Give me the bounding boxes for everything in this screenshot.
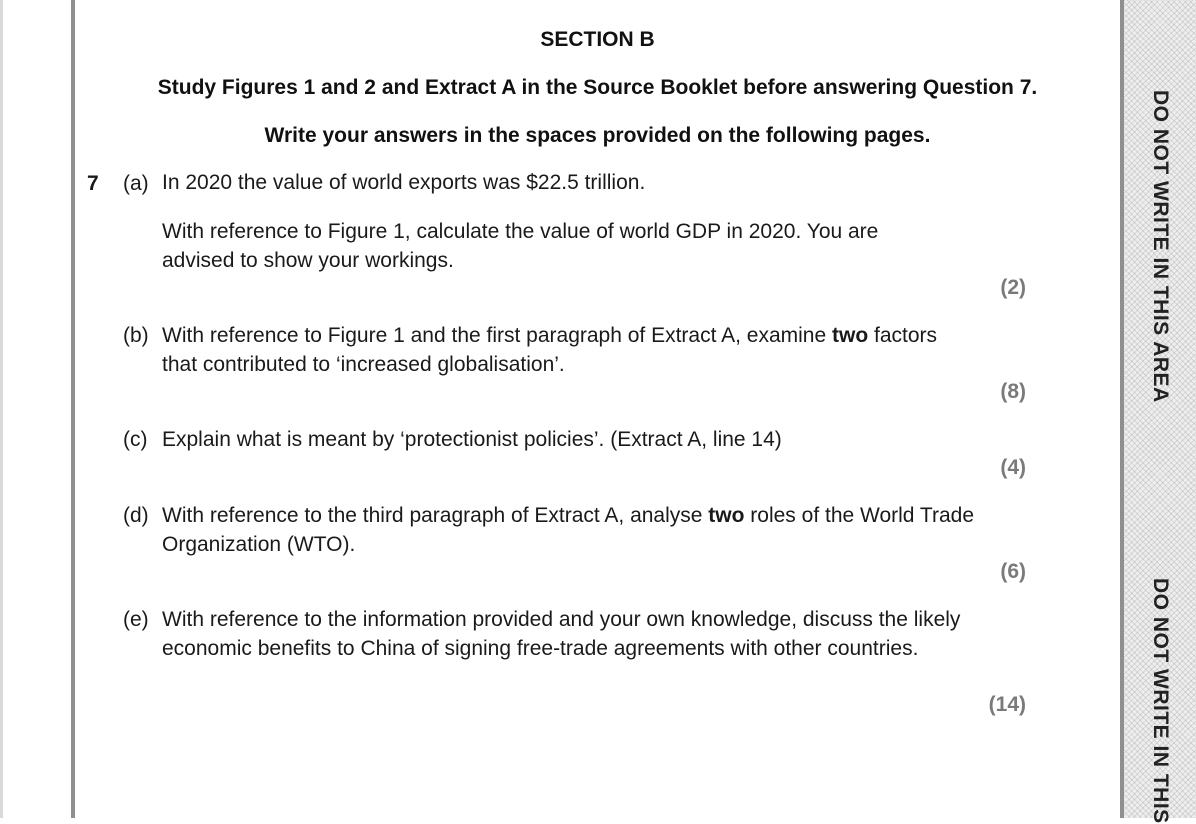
part-d-text-end: roles of the World Trade Organization (WTO). [162,504,975,556]
instruction-study-sources: Study Figures 1 and 2 and Extract A in the Source Booklet before answering Question 7. [157,76,1038,99]
page-left-border [71,0,75,818]
part-e-question: With reference to the information provided and your own knowledge, discuss the likely economic benefits to China of signing free-trade agreements with other countries. [162,608,961,660]
part-c-question: Explain what is meant by ‘protectionist policies’. (Extract A, line 14) [162,428,782,451]
left-edge-rule [0,0,3,818]
margin-warning-bottom: DO NOT WRITE IN THIS [1149,578,1172,824]
part-c-marks: (4) [1000,456,1026,479]
part-b-question [162,321,942,379]
part-d-emphasis: two [708,504,745,527]
part-e-label: (e) [123,608,149,631]
part-a-label: (a) [123,172,149,195]
section-heading: SECTION B [540,28,655,51]
margin-warning-top: DO NOT WRITE IN THIS AREA [1149,90,1172,403]
question-number: 7 [87,172,99,195]
part-d-question [162,501,992,559]
part-d-marks: (6) [1000,560,1026,583]
part-a-question: With reference to Figure 1, calculate the value of world GDP in 2020. You are advised to show your workings. [162,220,879,272]
part-b-marks: (8) [1000,380,1026,403]
part-a-marks: (2) [1000,276,1026,299]
instruction-write-answers: Write your answers in the spaces provided on the following pages. [264,124,931,147]
part-e-marks: (14) [988,693,1026,716]
part-a-intro: In 2020 the value of world exports was $22.5 trillion. [162,171,646,194]
part-b-text-start: With reference to Figure 1 and the first paragraph of Extract A, examine [162,324,833,347]
part-b-emphasis: two [832,324,869,347]
part-b-text-end: factors that contributed to ‘increased globalisation’. [162,324,938,376]
part-b-label: (b) [123,324,149,347]
part-d-text-start: With reference to the third paragraph of Extract A, analyse [162,504,709,527]
part-c-label: (c) [123,428,148,451]
part-d-label: (d) [123,504,149,527]
